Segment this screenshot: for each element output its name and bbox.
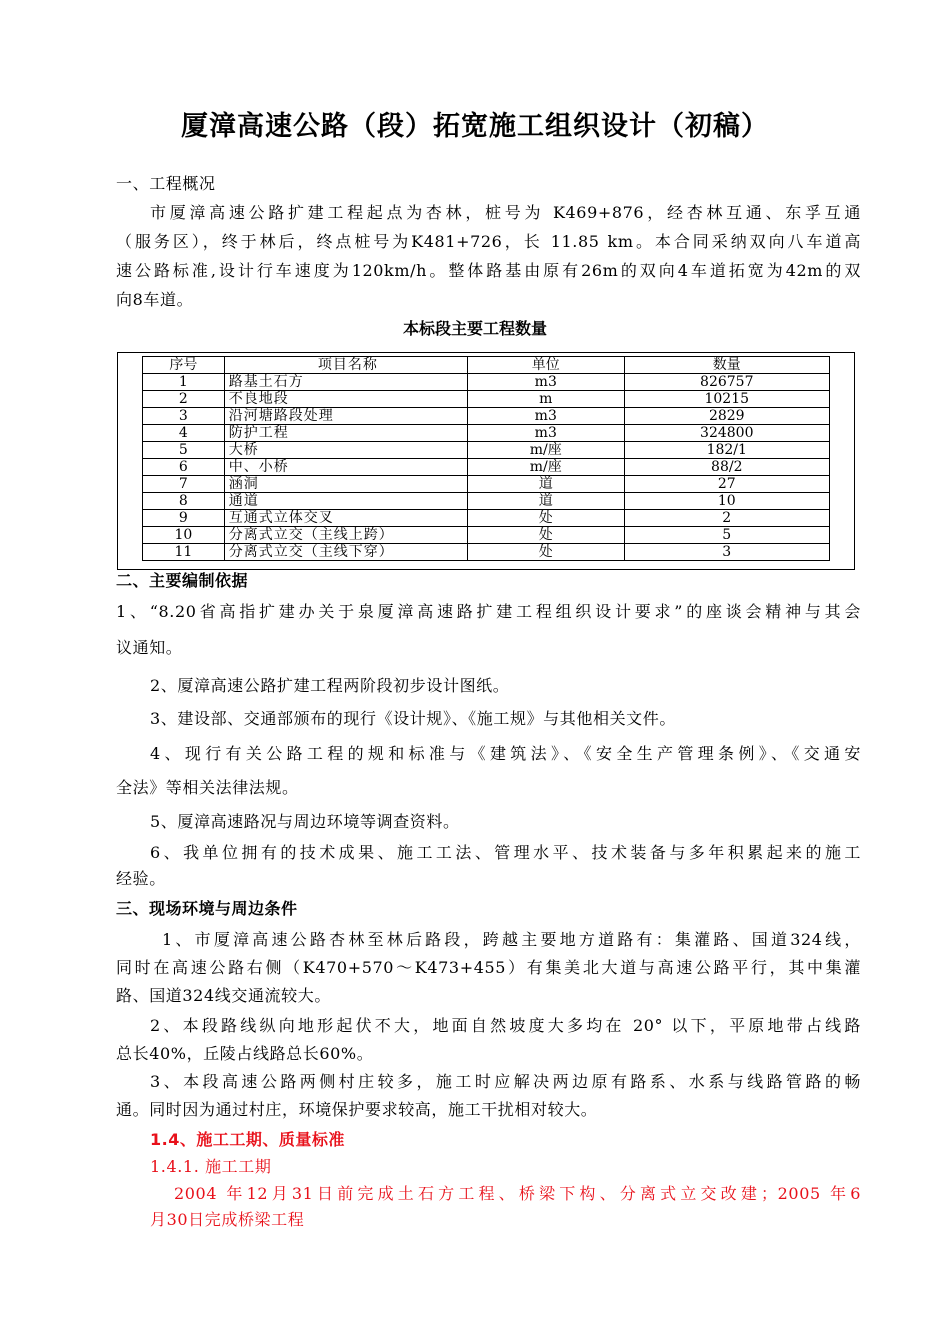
section4-heading: 1.4、施工工期、质量标准 [150,1130,345,1149]
cell-unit: m/座 [468,459,625,476]
cell-unit: m [468,391,625,408]
section2-heading: 二、主要编制依据 [116,571,249,590]
table-header-row [143,357,830,374]
cell-quantity: 324800 [624,425,829,442]
section1-heading: 一、工程概况 [116,174,216,193]
table-row [143,442,830,459]
paragraph-line: 路、国道324线交通流较大。 [116,986,331,1005]
table-row [143,493,830,510]
cell-quantity: 5 [624,527,829,544]
cell-index: 11 [143,544,225,561]
cell-unit: m3 [468,408,625,425]
cell-item: 分离式立交（主线上跨） [224,527,467,544]
cell-quantity: 10 [624,493,829,510]
section3-heading: 三、现场环境与周边条件 [116,899,298,918]
cell-index: 5 [143,442,225,459]
paragraph-line: 经验。 [116,869,166,888]
cell-unit: 处 [468,544,625,561]
cell-item: 沿河塘路段处理 [224,408,467,425]
header-quantity: 数量 [624,357,829,374]
cell-item: 分离式立交（主线下穿） [224,544,467,561]
cell-quantity: 2829 [624,408,829,425]
cell-unit: 道 [468,493,625,510]
cell-quantity: 27 [624,476,829,493]
paragraph-line: 1、市厦漳高速公路杏林至林后路段，跨越主要地方道路有：集灌路、国道324线， [162,930,861,949]
paragraph-line: 2004 年12月31日前完成土石方工程、桥梁下构、分离式立交改建；2005 年6 [174,1184,861,1203]
paragraph-line: 通。同时因为通过村庄，环境保护要求较高，施工干扰相对较大。 [116,1100,598,1119]
cell-index: 4 [143,425,225,442]
cell-unit: 处 [468,527,625,544]
paragraph-line: 6、我单位拥有的技术成果、施工工法、管理水平、技术装备与多年积累起来的施工 [150,843,861,862]
table-row [143,476,830,493]
table-caption: 本标段主要工程数量 [402,319,547,338]
table-row [143,459,830,476]
cell-item: 不良地段 [224,391,467,408]
cell-item: 通道 [224,493,467,510]
cell-index: 3 [143,408,225,425]
table-row [143,510,830,527]
header-item: 项目名称 [224,357,467,374]
header-index: 序号 [143,357,225,374]
cell-index: 9 [143,510,225,527]
cell-item: 大桥 [224,442,467,459]
cell-index: 6 [143,459,225,476]
paragraph-line: 1、“8.20省高指扩建办关于泉厦漳高速路扩建工程组织设计要求”的座谈会精神与其会 [116,602,861,621]
table-row [143,408,830,425]
cell-index: 10 [143,527,225,544]
quantity-table [142,356,830,561]
paragraph-line: 速公路标准,设计行车速度为120km/h。整体路基由原有26m的双向4车道拓宽为42m的双 [116,261,861,280]
cell-quantity: 2 [624,510,829,527]
cell-item: 互通式立体交叉 [224,510,467,527]
cell-unit: m3 [468,425,625,442]
page-title: 厦漳高速公路（段）拓宽施工组织设计（初稿） [181,111,769,142]
table-row [143,425,830,442]
paragraph-line: 3、建设部、交通部颁布的现行《设计规》、《施工规》与其他相关文件。 [150,709,676,728]
cell-item: 防护工程 [224,425,467,442]
cell-unit: m/座 [468,442,625,459]
paragraph-line: 4、现行有关公路工程的规和标准与《建筑法》、《安全生产管理条例》、《交通安 [150,744,861,763]
paragraph-line: 2、厦漳高速公路扩建工程两阶段初步设计图纸。 [150,676,510,695]
cell-index: 2 [143,391,225,408]
cell-quantity: 182/1 [624,442,829,459]
paragraph-line: 3、本段高速公路两侧村庄较多，施工时应解决两边原有路系、水系与线路管路的畅 [150,1072,861,1091]
cell-quantity: 826757 [624,374,829,391]
cell-unit: m3 [468,374,625,391]
cell-quantity: 10215 [624,391,829,408]
paragraph-line: 全法》等相关法律法规。 [116,778,299,797]
table-row [143,544,830,561]
cell-item: 路基土石方 [224,374,467,391]
cell-index: 1 [143,374,225,391]
table-row [143,374,830,391]
paragraph-line: 总长40%，丘陵占线路总长60%。 [116,1044,374,1063]
table-row [143,527,830,544]
paragraph-line: 市厦漳高速公路扩建工程起点为杏林，桩号为 K469+876，经杏林互通、东孚互通 [150,203,861,222]
paragraph-line: （服务区），终于林后，终点桩号为K481+726，长 11.85 km。本合同采纳双向八车道高 [116,232,861,251]
section4-subheading: 1.4.1. 施工工期 [150,1157,272,1176]
cell-unit: 处 [468,510,625,527]
cell-index: 8 [143,493,225,510]
cell-item: 中、小桥 [224,459,467,476]
cell-unit: 道 [468,476,625,493]
paragraph-line: 同时在高速公路右侧（K470+570～K473+455）有集美北大道与高速公路平行，其中集灌 [116,958,861,977]
cell-item: 涵洞 [224,476,467,493]
paragraph-line: 5、厦漳高速路况与周边环境等调查资料。 [150,812,460,831]
paragraph-line: 议通知。 [116,638,183,657]
cell-quantity: 88/2 [624,459,829,476]
paragraph-line: 向8车道。 [116,290,194,309]
paragraph-line: 2、本段路线纵向地形起伏不大，地面自然坡度大多均在 20° 以下，平原地带占线路 [150,1016,861,1035]
cell-quantity: 3 [624,544,829,561]
header-unit: 单位 [468,357,625,374]
cell-index: 7 [143,476,225,493]
table-row [143,391,830,408]
paragraph-line: 月30日完成桥梁工程 [150,1210,305,1229]
